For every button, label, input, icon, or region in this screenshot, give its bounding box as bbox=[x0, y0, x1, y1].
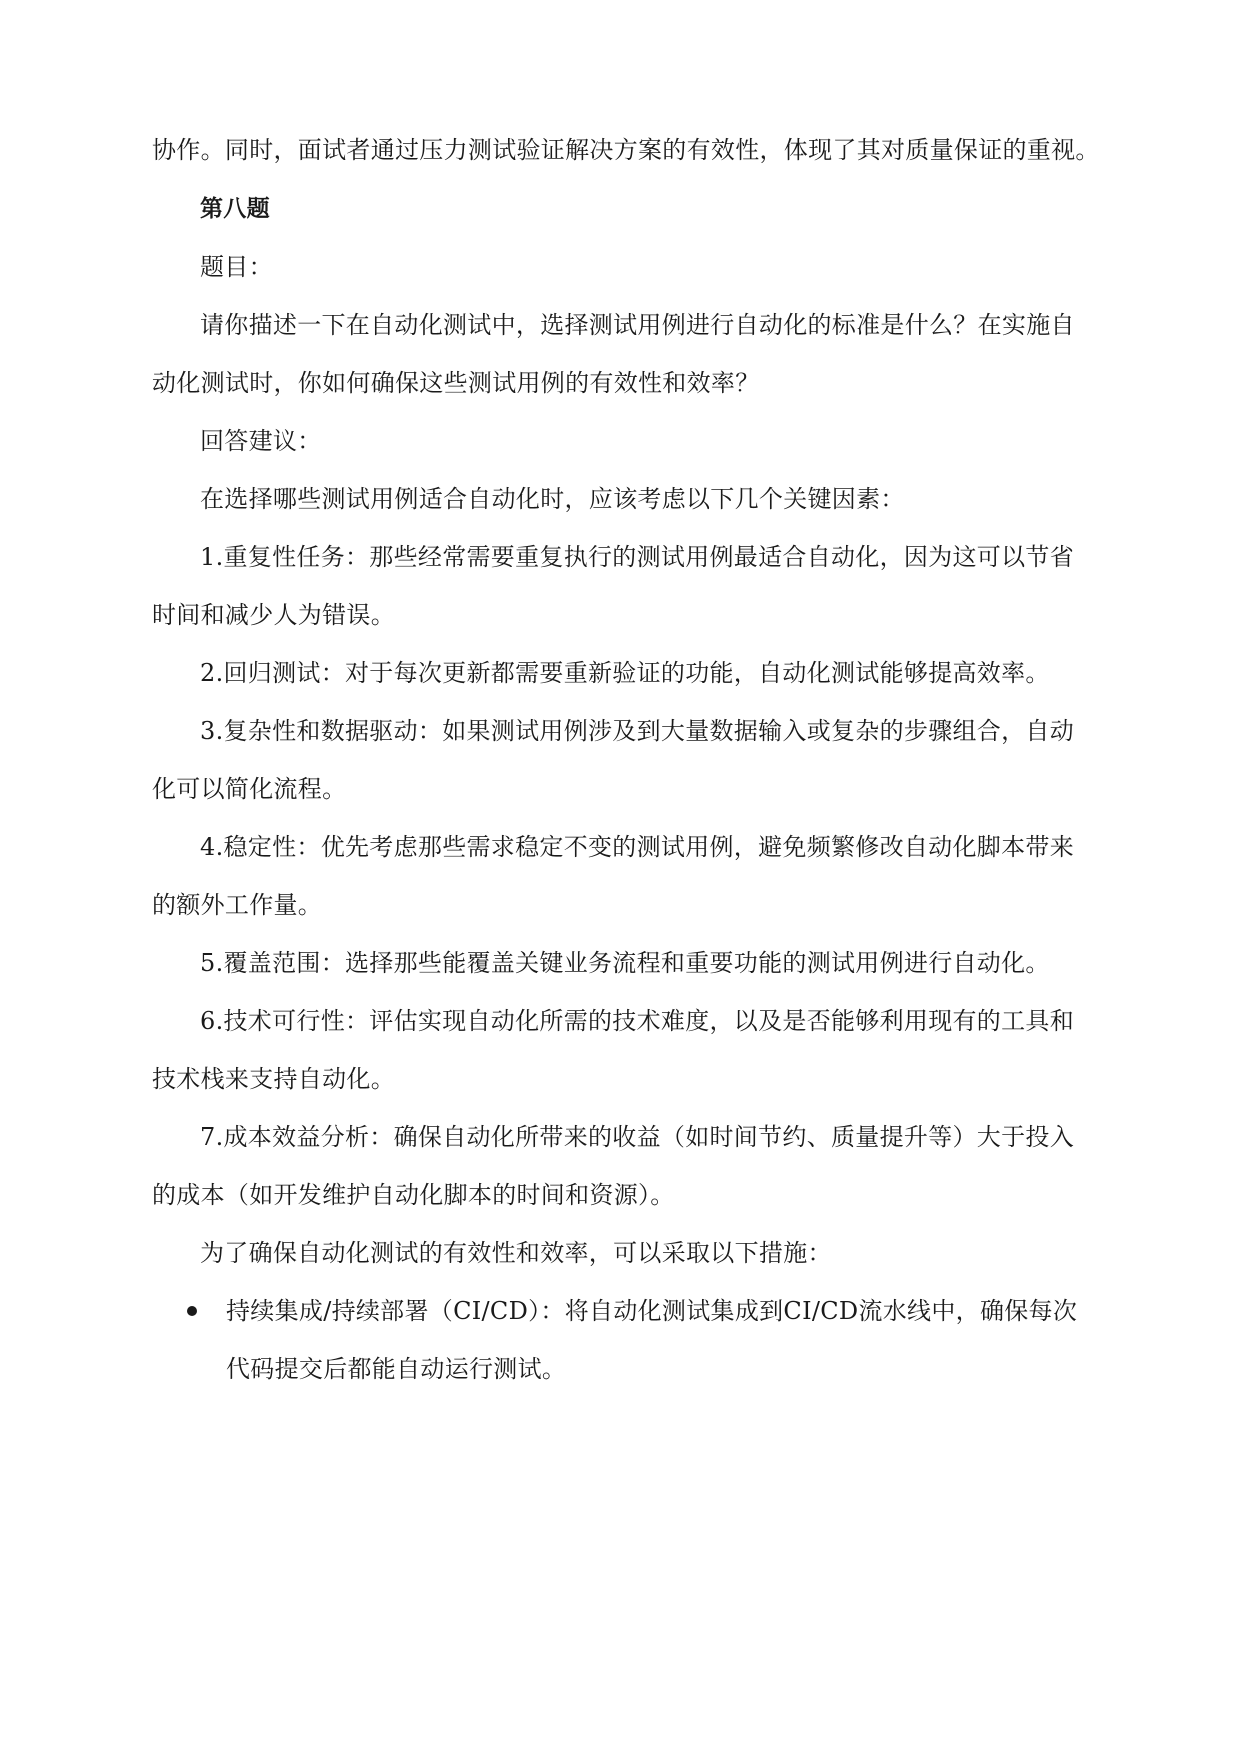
paragraph-line: 为了确保自动化测试的有效性和效率，可以采取以下措施： bbox=[200, 1239, 832, 1267]
paragraph-line: 在选择哪些测试用例适合自动化时，应该考虑以下几个关键因素： bbox=[200, 485, 905, 513]
bullet-icon bbox=[187, 1306, 197, 1316]
list-item-line: 的额外工作量。 bbox=[152, 891, 323, 919]
bullet-item-line: 持续集成/持续部署（CI/CD）：将自动化测试集成到CI/CD流水线中，确保每次 bbox=[226, 1297, 1078, 1325]
question-line: 请你描述一下在自动化测试中，选择测试用例进行自动化的标准是什么？在实施自 bbox=[200, 311, 1075, 339]
list-item-line: 4.稳定性：优先考虑那些需求稳定不变的测试用例，避免频繁修改自动化脚本带来 bbox=[200, 833, 1074, 861]
list-item-line: 的成本（如开发维护自动化脚本的时间和资源）。 bbox=[152, 1181, 675, 1209]
answer-label: 回答建议： bbox=[200, 427, 322, 455]
list-item-line: 化可以简化流程。 bbox=[152, 775, 347, 803]
list-item-line: 7.成本效益分析：确保自动化所带来的收益（如时间节约、质量提升等）大于投入 bbox=[200, 1123, 1074, 1151]
list-item-line: 5.覆盖范围：选择那些能覆盖关键业务流程和重要功能的测试用例进行自动化。 bbox=[200, 949, 1050, 977]
list-item-line: 3.复杂性和数据驱动：如果测试用例涉及到大量数据输入或复杂的步骤组合，自动 bbox=[200, 717, 1074, 745]
section-heading: 第八题 bbox=[200, 196, 270, 222]
list-item-line: 2.回归测试：对于每次更新都需要重新验证的功能，自动化测试能够提高效率。 bbox=[200, 659, 1050, 687]
question-line: 动化测试时，你如何确保这些测试用例的有效性和效率？ bbox=[152, 369, 760, 397]
list-item-line: 6.技术可行性：评估实现自动化所需的技术难度，以及是否能够利用现有的工具和 bbox=[200, 1007, 1074, 1035]
list-item-line: 技术栈来支持自动化。 bbox=[152, 1065, 395, 1093]
list-item-line: 1.重复性任务：那些经常需要重复执行的测试用例最适合自动化，因为这可以节省 bbox=[200, 543, 1074, 571]
paragraph-line: 协作。同时，面试者通过压力测试验证解决方案的有效性，体现了其对质量保证的重视。 bbox=[152, 136, 1100, 164]
bullet-item-line: 代码提交后都能自动运行测试。 bbox=[226, 1355, 567, 1383]
question-label: 题目： bbox=[200, 253, 273, 281]
list-item-line: 时间和减少人为错误。 bbox=[152, 601, 395, 629]
